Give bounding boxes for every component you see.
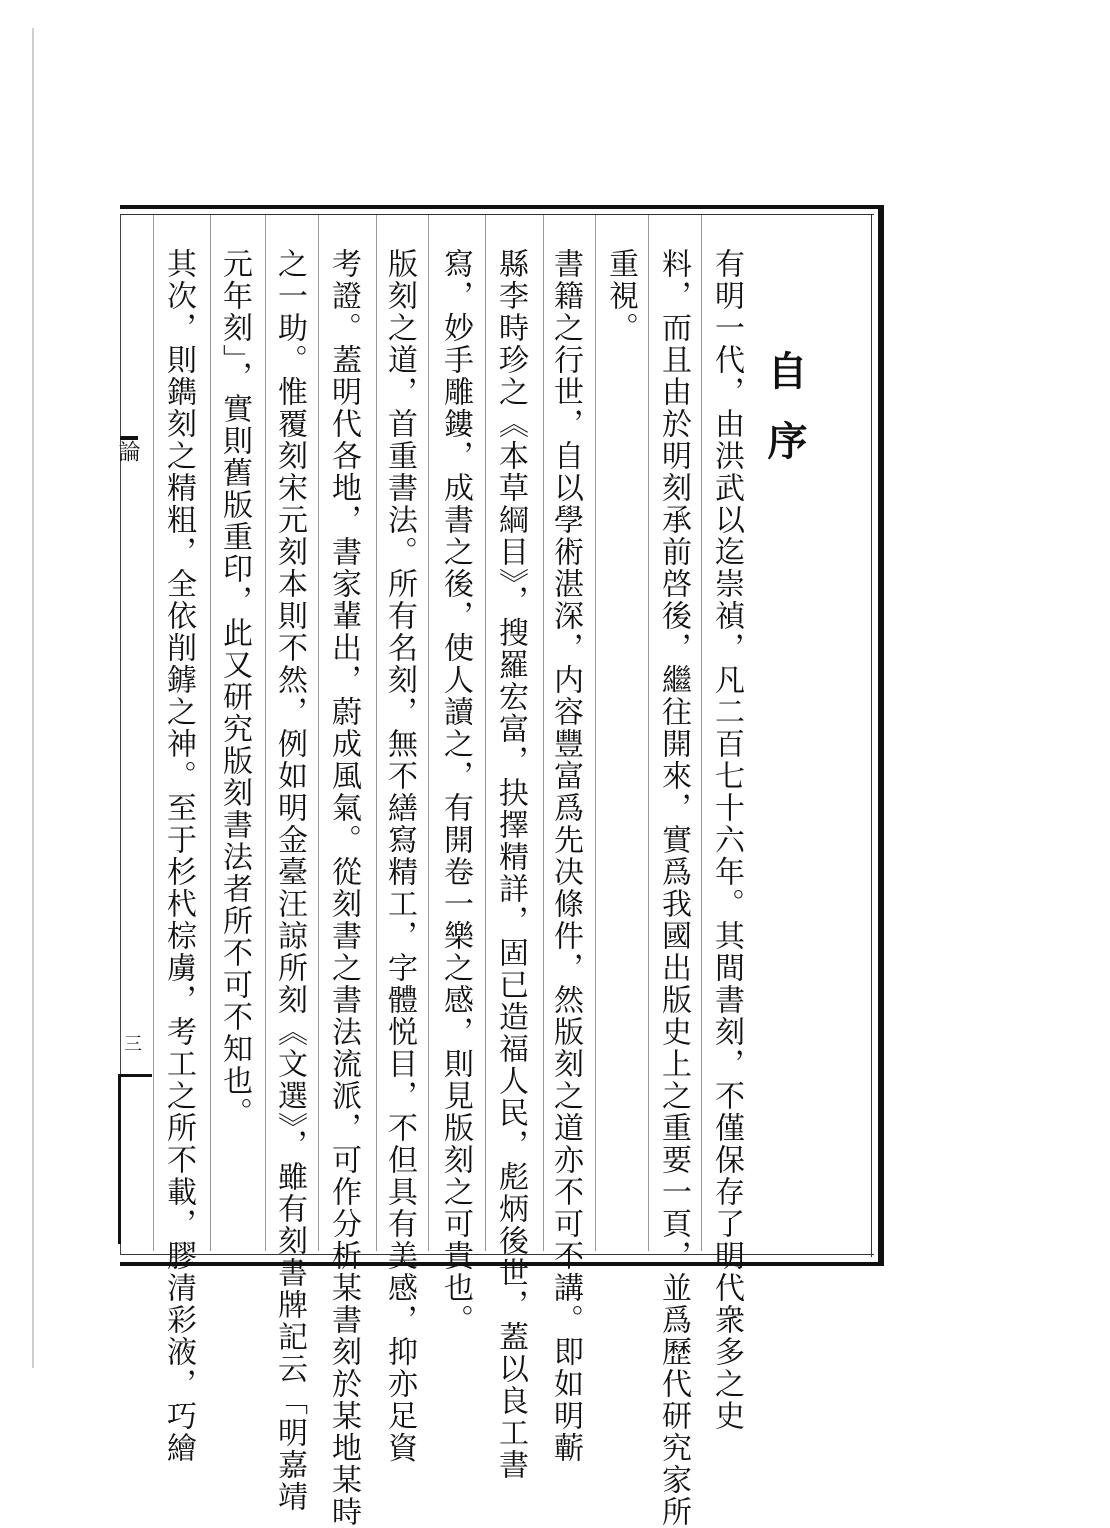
text-column-9: 之一助。惟覆刻宋元刻本則不然，例如明金臺汪諒所刻《文選》，雖有刻書牌記云「明嘉靖 bbox=[272, 248, 307, 1513]
right-inner-border bbox=[871, 214, 872, 1257]
column-divider bbox=[595, 215, 596, 1251]
text-column-1: 有明一代，由洪武以迄崇禎，凡二百七十六年。其間書刻，不僅保存了明代衆多之史 bbox=[709, 248, 744, 1432]
page-title: 自序 bbox=[761, 350, 808, 490]
column-divider bbox=[376, 215, 377, 1251]
right-border bbox=[878, 205, 884, 1266]
page-frame bbox=[120, 200, 884, 1528]
column-divider bbox=[648, 215, 649, 1251]
text-column-11: 其次，則鐫刻之精粗，全依削鎼之神。至于杉杙棕虜，考工之所不載，膠清彩液，巧繪 bbox=[161, 248, 196, 1464]
corner-mark bbox=[118, 1074, 121, 1244]
top-inner-border bbox=[120, 214, 874, 215]
column-divider bbox=[543, 215, 544, 1251]
scan-edge bbox=[32, 28, 34, 1368]
text-column-2: 料，而且由於明刻承前啓後，繼往開來，實爲我國出版史上之重要一頁，並爲歷代研究家所 bbox=[656, 248, 691, 1528]
column-divider bbox=[153, 215, 154, 1251]
column-divider bbox=[210, 215, 211, 1251]
top-border bbox=[120, 205, 884, 209]
page-number: 三 bbox=[124, 1034, 142, 1055]
text-column-8: 考證。蓋明代各地，書家輩出，蔚成風氣。從刻書之書法流派，可作分析某書刻於某地某時 bbox=[326, 248, 361, 1528]
text-column-5: 縣李時珍之《本草綱目》，搜羅宏富，抉擇精詳，固已造福人民，彪炳後世，蓋以良工書 bbox=[493, 248, 528, 1481]
text-column-4: 書籍之行世，自以學術湛深，内容豐富爲先决條件，然版刻之道亦不可不講。即如明蘄 bbox=[548, 248, 583, 1464]
corner-mark bbox=[118, 1074, 152, 1077]
column-divider bbox=[701, 215, 702, 1251]
column-divider bbox=[318, 215, 319, 1251]
column-divider bbox=[485, 215, 486, 1251]
column-divider bbox=[265, 215, 266, 1251]
text-column-3: 重視。 bbox=[603, 248, 638, 344]
text-column-6: 寫，妙手雕鏤，成書之後，使人讀之，有開卷一樂之感，則見版刻之可貴也。 bbox=[438, 248, 473, 1336]
text-column-7: 版刻之道，首重書法。所有名刻，無不繕寫精工，字體悦目，不但具有美感，抑亦足資 bbox=[382, 248, 417, 1464]
margin-label: 論 bbox=[115, 440, 140, 468]
text-column-10: 元年刻」，實則舊版重印，此又研究版刻書法者所不可不知也。 bbox=[217, 248, 252, 1129]
column-divider bbox=[428, 215, 429, 1251]
